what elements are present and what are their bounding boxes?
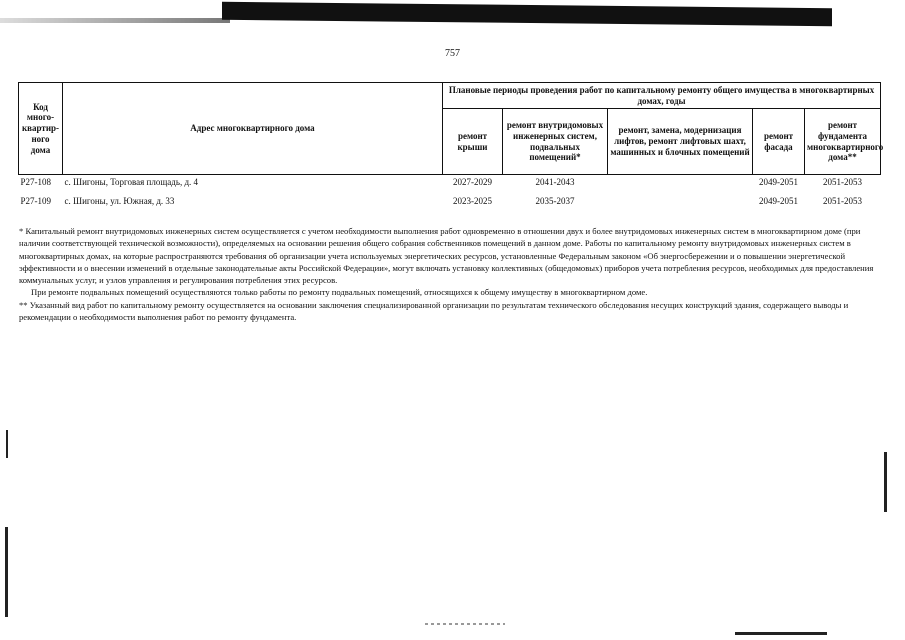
scan-artifact-left-edge — [6, 430, 8, 458]
header-code: Код много-квартир-ного дома — [19, 83, 63, 175]
row-code: Р27-109 — [20, 195, 52, 206]
header-systems: ремонт внутридомовых инженерных систем, подвальных помещений* — [503, 109, 608, 175]
row-roof: 2023-2025 — [453, 195, 492, 206]
header-foundation: ремонт фундамента многоквартирного дома** — [805, 109, 881, 175]
row-systems: 2041-2043 — [535, 177, 575, 187]
row-facade: 2049-2051 — [759, 195, 798, 206]
row-address: с. Шигоны, ул. Южная, д. 33 — [64, 195, 175, 206]
scan-artifact-left-edge-lower — [5, 527, 8, 617]
footnote-basements: При ремонте подвальных помещений осуществляются только работы по ремонту подвальных помещений, относящихся к общему имуществу в многоквартирном доме. — [31, 287, 648, 298]
scan-artifact-top-left — [0, 18, 230, 23]
row-systems: 2035-2037 — [535, 195, 575, 206]
repair-schedule-table — [18, 82, 884, 212]
row-lifts — [608, 190, 753, 212]
row-roof: 2027-2029 — [453, 177, 492, 187]
header-periods: Плановые периоды проведения работ по капитальному ремонту общего имущества в многоквартирных домах, годы — [443, 83, 881, 109]
row-foundation: 2051-2053 — [823, 177, 863, 187]
row-facade: 2049-2051 — [759, 177, 798, 187]
row-foundation: 2051-2053 — [823, 195, 863, 206]
scan-artifact-bottom — [425, 623, 505, 625]
scan-artifact-right-edge — [884, 452, 887, 512]
page-number: 757 — [445, 48, 460, 59]
header-facade: ремонт фасада — [753, 109, 805, 175]
header-roof: ремонт крыши — [443, 109, 503, 175]
table-row — [19, 175, 881, 190]
footnote-systems: * Капитальный ремонт внутридомовых инженерных систем осуществляется с учетом необходимости выполнения работ одновременно в отношении двух и более внутридомовых инженерных систем в многоквартирном доме (при наличии соответствующей технической возможности), определяемых на основании решения общего собрания собственников помещений в данном доме. Работы по капитальному ремонту внутридомовых инженерных систем в многоквартирных домах, на которые распространяются требования об организации учета используемых энергетических ресурсов, установленные Федеральным законом «Об энергосбережении и о повышении энергетической эффективности и о внесении изменений в отдельные законодательные акты Российской Федерации», могут включать установку коллективных (общедомовых) приборов учета потребления ресурсов, необходимых для предоставления коммунальных услуг, и узлов управления и регулирования потребления этих ресурсов. — [19, 226, 874, 286]
row-lifts — [608, 175, 753, 190]
header-lifts: ремонт, замена, модернизация лифтов, ремонт лифтовых шахт, машинных и блочных помещений — [608, 109, 753, 175]
header-address: Адрес многоквартирного дома — [63, 83, 443, 175]
row-address: с. Шигоны, Торговая площадь, д. 4 — [64, 177, 199, 187]
scan-artifact-bottom-right — [735, 632, 827, 635]
table-row — [19, 190, 881, 212]
row-code: Р27-108 — [20, 177, 52, 187]
footnotes — [19, 225, 879, 323]
scan-artifact-top — [222, 2, 832, 26]
footnote-foundation: ** Указанный вид работ по капитальному ремонту осуществляется на основании заключения специализированной организации по результатам технического обследования несущих конструкций здания, содержащего выводы и рекомендации о необходимости выполнения работ по ремонту фундамента. — [19, 299, 849, 323]
